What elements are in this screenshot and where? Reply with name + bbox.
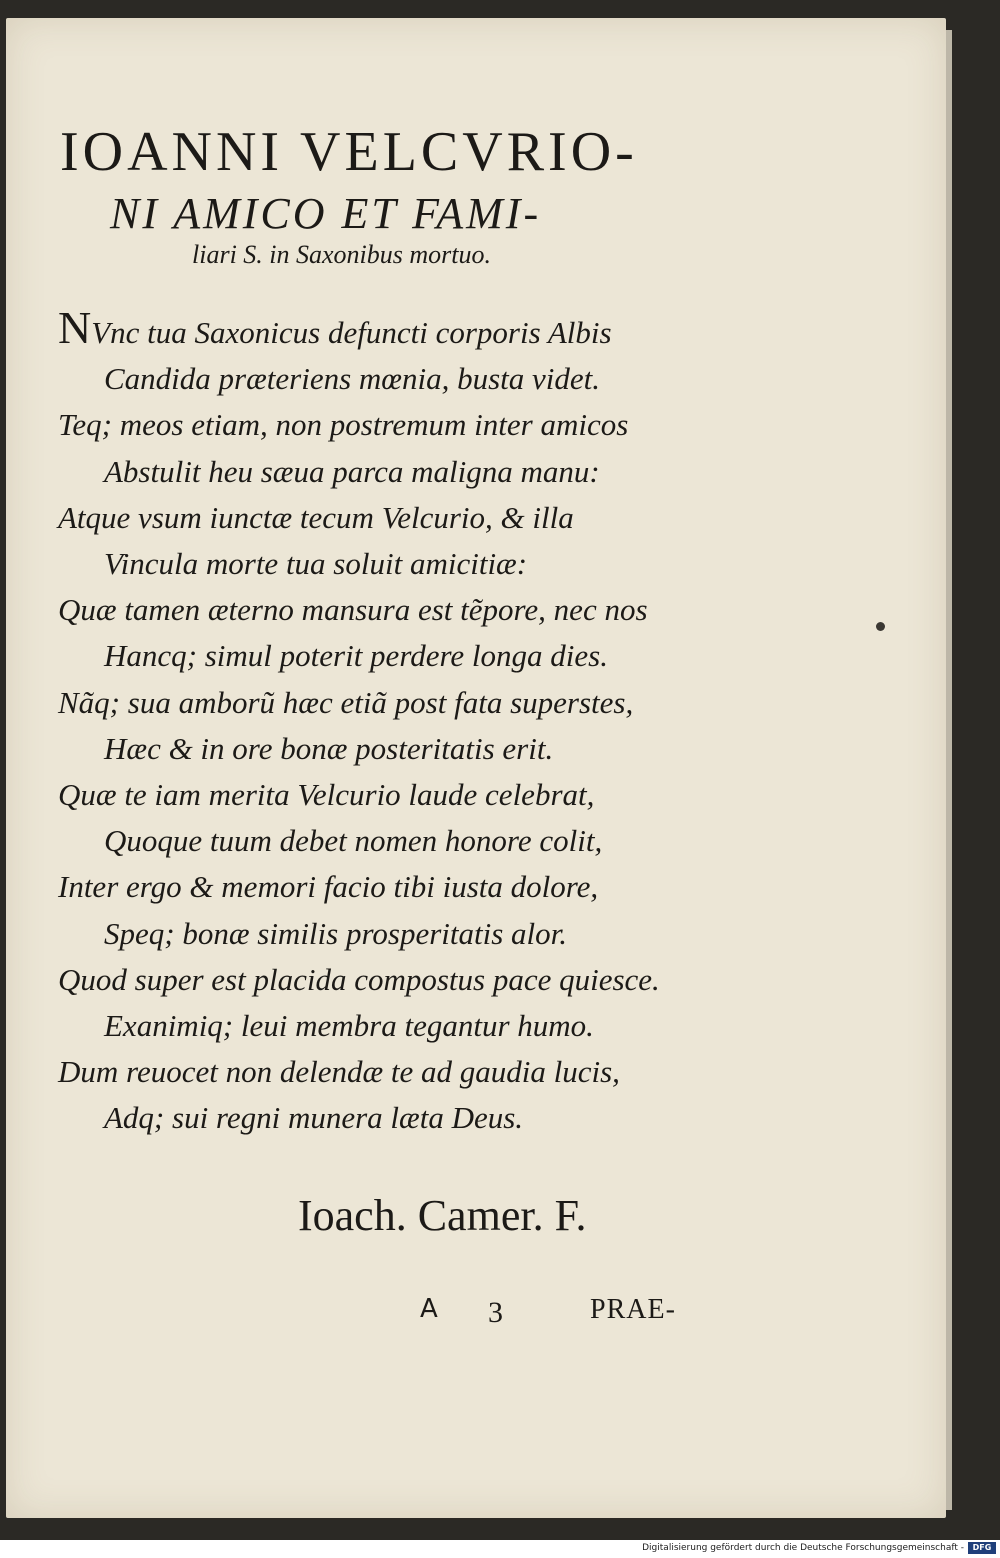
ink-speck — [876, 622, 885, 631]
heading-line-3: liari S. in Saxonibus mortuo. — [192, 240, 492, 269]
page-number: 3 — [488, 1296, 503, 1329]
verse-line-1-text: Vnc tua Saxonicus defuncti corporis Albis — [91, 315, 612, 350]
page-edge — [946, 30, 952, 1510]
signature-mark: A — [420, 1294, 438, 1324]
catchword: PRAE- — [590, 1294, 676, 1325]
verse-line-3: Teq; meos etiam, non postremum inter amicos — [58, 407, 629, 443]
poem — [58, 302, 718, 1142]
verse-line-10: Hæc & in ore bonæ posteritatis erit. — [104, 730, 554, 766]
verse-line-16: Exanimiq; leui membra tegantur humo. — [104, 1008, 594, 1044]
dfg-logo-icon: DFG — [968, 1542, 996, 1554]
verse-line-2: Candida præteriens mœnia, busta videt. — [104, 361, 600, 397]
digitization-credit: Digitalisierung gefördert durch die Deutsche Forschungsgemeinschaft - — [642, 1543, 964, 1553]
verse-line-18: Adq; sui regni munera læta Deus. — [104, 1100, 524, 1136]
drop-cap: N — [58, 302, 92, 353]
verse-line-9: Nãq; sua amborũ hæc etiã post fata superstes, — [58, 684, 634, 720]
verse-line-12: Quoque tuum debet nomen honore colit, — [104, 823, 603, 859]
verse-line-5: Atque vsum iunctæ tecum Velcurio, & illa — [58, 499, 574, 535]
verse-line-1 — [58, 302, 718, 356]
verse-line-14: Speq; bonæ similis prosperitatis alor. — [104, 915, 568, 951]
verse-line-15: Quod super est placida compostus pace quiesce. — [58, 961, 660, 997]
heading-line-2: NI AMICO ET FAMI- — [110, 189, 542, 238]
verse-line-8: Hancq; simul poterit perdere longa dies. — [104, 638, 608, 674]
author-signature: Ioach. Camer. F. — [298, 1191, 587, 1240]
verse-line-6: Vincula morte tua soluit amicitiæ: — [104, 546, 528, 582]
verse-line-13: Inter ergo & memori facio tibi iusta dolore, — [58, 869, 599, 905]
verse-line-4: Abstulit heu sæua parca maligna manu: — [104, 453, 600, 489]
verse-line-11: Quæ te iam merita Velcurio laude celebrat, — [58, 777, 595, 813]
verse-line-17: Dum reuocet non delendæ te ad gaudia lucis, — [58, 1054, 620, 1090]
heading-line-1: IOANNI VELCVRIO- — [60, 121, 638, 183]
verse-line-7: Quæ tamen æterno mansura est tẽpore, nec nos — [58, 592, 648, 628]
